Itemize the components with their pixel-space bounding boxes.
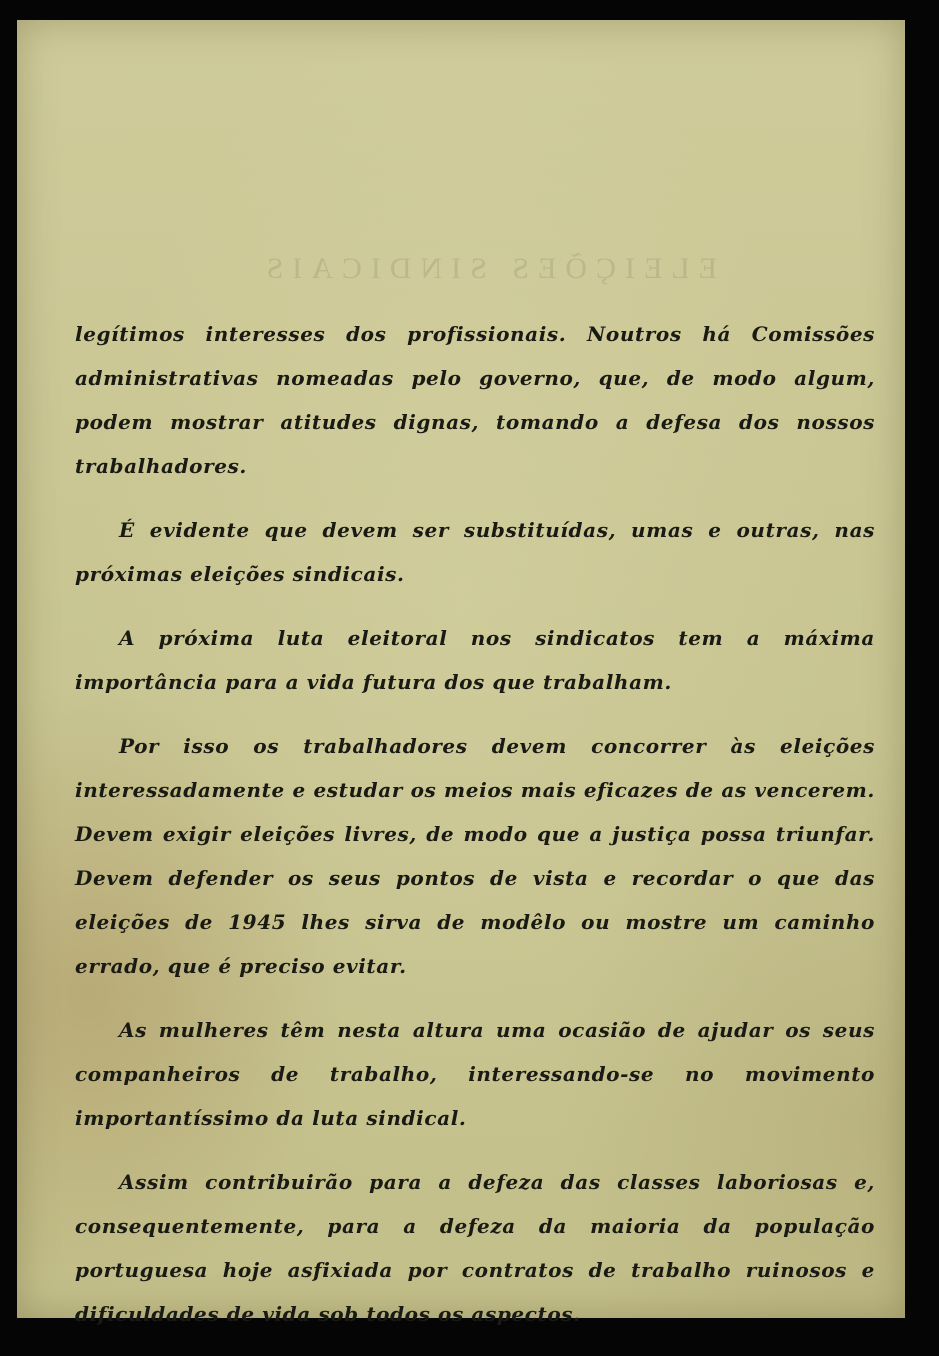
paragraph-4: Por isso os trabalhadores devem concorrer às eleições interessadamente e estudar os meios mais eficazes de as vencerem. Devem exigir eleições livres, de modo que a justiça possa triunfar. Devem defender os seus pontos de vista e recordar o que das eleições de 1945 lhes sirva de modêlo ou mostre um caminho errado, que é preciso evitar. bbox=[75, 734, 875, 978]
paragraph-2: É evidente que devem ser substituídas, umas e outras, nas próximas eleições sindicais. bbox=[75, 518, 875, 586]
paragraph-6: Assim contribuirão para a defeza das classes laboriosas e, consequentemente, para a defeza da maioria da população portuguesa hoje asfixiada por contratos de trabalho ruinosos e dificuldades de vida sob todos os aspectos. bbox=[75, 1170, 875, 1326]
paragraph-5: As mulheres têm nesta altura uma ocasião de ajudar os seus companheiros de trabalho, interessando-se no movimento importantíssimo da luta sindical. bbox=[75, 1018, 875, 1130]
document-body bbox=[75, 312, 875, 1356]
paragraph-1: legítimos interesses dos profissionais. Noutros há Comissões administrativas nomeadas pelo governo, que, de modo algum, podem mostrar atitudes dignas, tomando a defesa dos nossos trabalhadores. bbox=[75, 322, 875, 478]
paragraph-3: A próxima luta eleitoral nos sindicatos tem a máxima importância para a vida futura dos que trabalham. bbox=[75, 626, 875, 694]
bleed-through-text: ELEIÇÕES SINDICAIS bbox=[257, 252, 717, 285]
paper-sheet bbox=[17, 20, 905, 1326]
